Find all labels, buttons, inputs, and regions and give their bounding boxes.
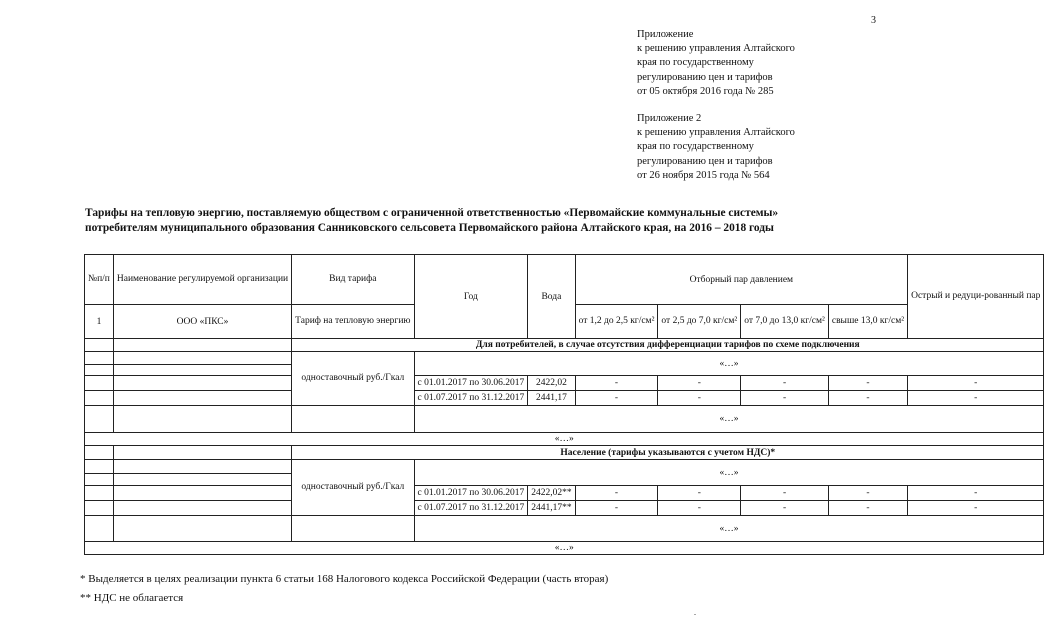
ellipsis-row: «…» [85, 542, 1044, 555]
dash: - [828, 486, 907, 501]
dash: - [658, 376, 741, 391]
empty-cell [85, 460, 114, 474]
empty-cell [292, 406, 414, 433]
empty-cell [113, 516, 291, 542]
empty-cell [113, 406, 291, 433]
header-num: №п/п [85, 255, 114, 305]
header-org: Наименование регулируемой организации [113, 255, 291, 305]
stray-mark: . [694, 608, 696, 617]
footnote-no-vat: ** НДС не облагается [80, 592, 184, 604]
empty-cell [113, 391, 291, 406]
row-num: 1 [85, 305, 114, 339]
dash: - [575, 391, 658, 406]
header-water: Вода [528, 255, 575, 339]
title-line-2: потребителям муниципального образования Санниковского сельсовета Первомайского района Алтайского края, на 2016 – 2018 годы [85, 222, 774, 234]
header-pressure-4: свыше 13,0 кг/см² [828, 305, 907, 339]
period: с 01.07.2017 по 31.12.2017 [414, 501, 528, 516]
header-sharp-steam: Острый и редуци-рованный пар [908, 255, 1044, 339]
page-number: 3 [871, 15, 876, 26]
empty-cell [113, 446, 291, 460]
dash: - [741, 501, 829, 516]
ellipsis: «…» [414, 352, 1044, 376]
header-pressure-1: от 1,2 до 2,5 кг/см² [575, 305, 658, 339]
appendix-line: от 26 ноября 2015 года № 564 [637, 169, 770, 181]
dash: - [908, 391, 1044, 406]
period: с 01.07.2017 по 31.12.2017 [414, 391, 528, 406]
empty-cell [85, 352, 114, 365]
dash: - [658, 501, 741, 516]
tariff-kind: Тариф на тепловую энергию [292, 305, 414, 339]
empty-cell [85, 391, 114, 406]
water-value: 2441,17** [528, 501, 575, 516]
empty-cell [113, 460, 291, 474]
empty-cell [85, 406, 114, 433]
empty-cell [113, 352, 291, 365]
table-row [85, 376, 1044, 391]
header-pressure-2: от 2,5 до 7,0 кг/см² [658, 305, 741, 339]
dash: - [658, 486, 741, 501]
ellipsis: «…» [414, 460, 1044, 486]
appendix-line: от 05 октября 2016 года № 285 [637, 85, 774, 97]
empty-cell [113, 486, 291, 501]
water-value: 2441,17 [528, 391, 575, 406]
dash: - [908, 376, 1044, 391]
dash: - [828, 376, 907, 391]
document-title [85, 206, 885, 236]
appendix-line: регулированию цен и тарифов [637, 155, 773, 167]
appendix-line: к решению управления Алтайского [637, 43, 795, 55]
appendix-reference-1 [637, 28, 795, 99]
table-row [85, 391, 1044, 406]
dash: - [575, 501, 658, 516]
dash: - [828, 391, 907, 406]
period: с 01.01.2017 по 30.06.2017 [414, 376, 528, 391]
empty-cell [85, 516, 114, 542]
empty-cell [85, 365, 114, 376]
dash: - [575, 486, 658, 501]
dash: - [828, 501, 907, 516]
ellipsis-row: «…» [85, 433, 1044, 446]
dash: - [741, 376, 829, 391]
empty-cell [292, 516, 414, 542]
appendix-line: регулированию цен и тарифов [637, 71, 773, 83]
dash: - [575, 376, 658, 391]
appendix-line: Приложение 2 [637, 113, 702, 124]
appendix-line: к решению управления Алтайского [637, 127, 795, 139]
empty-cell [113, 339, 291, 352]
org-name: ООО «ПКС» [113, 305, 291, 339]
table-row [85, 486, 1044, 501]
empty-cell [113, 501, 291, 516]
title-line-1: Тарифы на тепловую энергию, поставляемую обществом с ограниченной ответственностью «Первомайские коммунальные системы» [85, 207, 779, 219]
header-pressure-3: от 7,0 до 13,0 кг/см² [741, 305, 829, 339]
period: с 01.01.2017 по 30.06.2017 [414, 486, 528, 501]
empty-cell [85, 376, 114, 391]
tariff-table [84, 254, 1044, 555]
footnote-vat: * Выделяется в целях реализации пункта 6 статьи 168 Налогового кодекса Российской Федерации (часть вторая) [80, 573, 609, 585]
tariff-type: одноставочный руб./Гкал [292, 460, 414, 516]
ellipsis: «…» [414, 406, 1044, 433]
ellipsis: «…» [414, 516, 1044, 542]
appendix-line: Приложение [637, 29, 694, 40]
appendix-line: края по государственному [637, 57, 754, 69]
empty-cell [85, 486, 114, 501]
water-value: 2422,02** [528, 486, 575, 501]
empty-cell [113, 474, 291, 486]
empty-cell [85, 339, 114, 352]
dash: - [658, 391, 741, 406]
empty-cell [85, 474, 114, 486]
dash: - [908, 501, 1044, 516]
header-kind: Вид тарифа [292, 255, 414, 305]
tariff-type: одноставочный руб./Гкал [292, 352, 414, 406]
section-title-population: Население (тарифы указываются с учетом НДС)* [292, 446, 1044, 460]
table-row [85, 501, 1044, 516]
dash: - [741, 486, 829, 501]
empty-cell [85, 501, 114, 516]
header-steam: Отборный пар давлением [575, 255, 908, 305]
dash: - [741, 391, 829, 406]
empty-cell [85, 446, 114, 460]
section-title-general: Для потребителей, в случае отсутствия дифференциации тарифов по схеме подключения [292, 339, 1044, 352]
empty-cell [113, 365, 291, 376]
header-year: Год [414, 255, 528, 339]
appendix-line: края по государственному [637, 141, 754, 153]
water-value: 2422,02 [528, 376, 575, 391]
dash: - [908, 486, 1044, 501]
appendix-reference-2 [637, 112, 795, 183]
empty-cell [113, 376, 291, 391]
